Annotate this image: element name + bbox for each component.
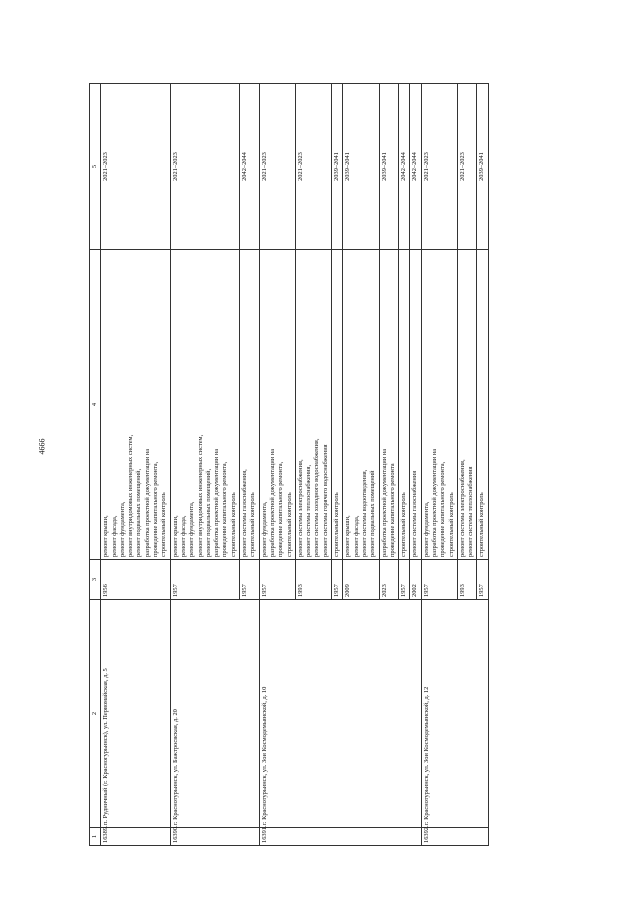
period-cell: 2021–2023: [101, 84, 170, 250]
work-item: проведение капитального ремонта,: [277, 461, 285, 557]
table-row: [101, 84, 170, 846]
header-col-1: 1: [90, 828, 101, 846]
works-cell: [343, 250, 379, 560]
works-cell: [101, 250, 170, 560]
works-cell: [259, 250, 295, 560]
row-number: 16391.: [259, 828, 421, 846]
year-cell: 1957: [259, 560, 295, 600]
header-row: [90, 84, 101, 846]
work-item: проведение капитального ремонта,: [152, 461, 160, 557]
header-col-5: 5: [90, 84, 101, 250]
work-item: ремонт фасада,: [110, 515, 118, 557]
year-cell: 1957: [477, 560, 488, 600]
period-cell: 2042–2044: [240, 84, 260, 250]
work-item: проведение капитального ремонта,: [221, 461, 229, 557]
repair-schedule-table: [89, 83, 489, 846]
period-cell: 2042–2044: [399, 84, 410, 250]
year-cell: 1957: [399, 560, 410, 600]
period-cell: 2039–2041: [332, 84, 343, 250]
row-number: 16389.: [101, 828, 170, 846]
work-item: строительный контроль: [160, 492, 168, 557]
period-cell: 2039–2041: [343, 84, 379, 250]
period-cell: 2042–2044: [410, 84, 421, 250]
work-item: ремонт системы электроснабжения,: [296, 459, 304, 557]
row-number: 16392.: [421, 828, 488, 846]
header-col-4: 4: [90, 250, 101, 560]
work-item: ремонт системы теплоснабжения,: [305, 464, 313, 557]
works-cell: [240, 250, 260, 560]
work-item: ремонт системы газоснабжения: [411, 470, 419, 557]
work-item: строительный контроль: [478, 492, 486, 557]
period-cell: 2021–2023: [259, 84, 295, 250]
work-item: ремонт подвальных помещений,: [135, 468, 143, 557]
work-item: ремонт системы электроснабжения,: [458, 459, 466, 557]
work-item: строительный контроль: [333, 492, 341, 557]
header-col-3: 3: [90, 560, 101, 600]
period-cell: 2021–2023: [457, 84, 477, 250]
works-cell: [410, 250, 421, 560]
work-item: ремонт фундамента,: [188, 501, 196, 557]
work-item: ремонт фасада,: [352, 515, 360, 557]
work-item: строительный контроль: [447, 492, 455, 557]
works-cell: [170, 250, 239, 560]
table-row: [170, 84, 239, 846]
work-item: строительный контроль: [285, 492, 293, 557]
table-canvas: [89, 84, 597, 846]
period-cell: 2039–2041: [477, 84, 488, 250]
table-row: [421, 84, 457, 846]
works-cell: [332, 250, 343, 560]
table-body: [101, 84, 488, 846]
work-item: ремонт крыши,: [171, 515, 179, 557]
year-cell: 2023: [379, 560, 399, 600]
address-cell: г. Краснотурьинск, ул. Зои Космодемьянской, д. 12: [421, 600, 488, 828]
header-col-2: 2: [90, 600, 101, 828]
work-item: ремонт внутридомовых инженерных систем,: [196, 434, 204, 557]
period-cell: 2039–2041: [379, 84, 399, 250]
work-item: проведение капитального ремонта,: [439, 461, 447, 557]
work-item: строительный контроль: [400, 492, 408, 557]
year-cell: 2002: [410, 560, 421, 600]
works-cell: [421, 250, 457, 560]
year-cell: 2009: [343, 560, 379, 600]
year-cell: 1956: [101, 560, 170, 600]
work-item: разработка проектной документации на: [380, 448, 388, 557]
year-cell: 1957: [421, 560, 457, 600]
rotated-page: [89, 84, 640, 843]
address-cell: г. Краснотурьинск, ул. Зои Космодемьянской, д. 10: [259, 600, 421, 828]
work-item: ремонт подвальных помещений: [369, 470, 377, 557]
address-cell: г. Краснотурьинск, ул. Бажтросвская, д. 20: [170, 600, 259, 828]
work-item: ремонт фундамента,: [422, 501, 430, 557]
work-item: проведение капитального ремонта: [388, 463, 396, 557]
year-cell: 1957: [240, 560, 260, 600]
period-cell: 2021–2023: [170, 84, 239, 250]
work-item: ремонт системы теплоснабжения: [467, 466, 475, 557]
works-cell: [399, 250, 410, 560]
period-cell: 2021–2023: [295, 84, 331, 250]
work-item: ремонт фундамента,: [260, 501, 268, 557]
work-item: ремонт системы горячего водоснабжения: [321, 444, 329, 557]
year-cell: 1993: [457, 560, 477, 600]
work-item: разработка проектной документации на: [213, 448, 221, 557]
work-item: ремонт крыши,: [344, 515, 352, 557]
work-item: ремонт фундамента,: [118, 501, 126, 557]
work-item: строительный контроль: [249, 492, 257, 557]
year-cell: 1993: [295, 560, 331, 600]
work-item: строительный контроль: [229, 492, 237, 557]
table-row: [259, 84, 295, 846]
work-item: ремонт системы водоотведения,: [360, 469, 368, 557]
work-item: ремонт подвальных помещений,: [204, 468, 212, 557]
works-cell: [477, 250, 488, 560]
row-number: 16390.: [170, 828, 259, 846]
work-item: разработка проектной документации на: [268, 448, 276, 557]
year-cell: 1957: [332, 560, 343, 600]
work-item: ремонт фасада,: [179, 515, 187, 557]
address-cell: п. Рудничный (г. Красногурьинск), ул. Первомайская, д. 5: [101, 600, 170, 828]
period-cell: 2021–2023: [421, 84, 457, 250]
work-item: разработка проектной документации на: [143, 448, 151, 557]
work-item: ремонт системы газоснабжения,: [241, 469, 249, 557]
work-item: ремонт системы холодного водоснабжения,: [313, 438, 321, 557]
page-number: 4666: [37, 438, 47, 455]
work-item: ремонт внутридомовых инженерных систем,: [127, 434, 135, 557]
work-item: ремонт крыши,: [102, 515, 110, 557]
works-cell: [295, 250, 331, 560]
works-cell: [379, 250, 399, 560]
year-cell: 1957: [170, 560, 239, 600]
works-cell: [457, 250, 477, 560]
work-item: разработка проектной документации на: [430, 448, 438, 557]
